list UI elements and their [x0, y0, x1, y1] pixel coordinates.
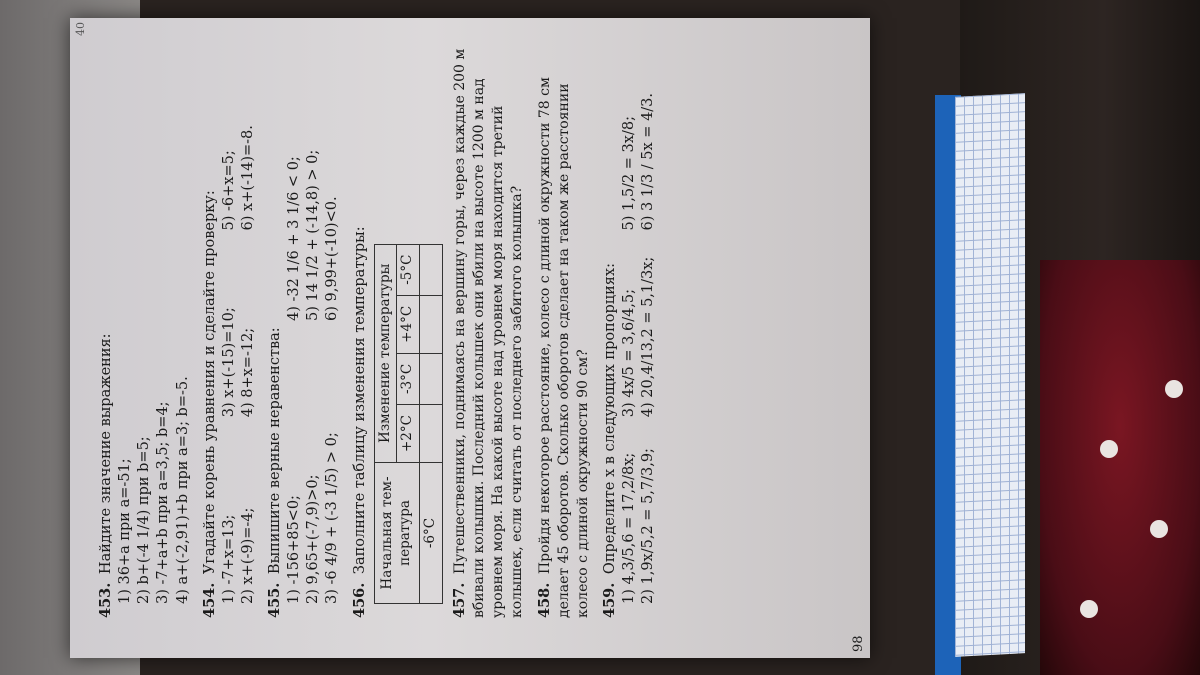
table-cell: [420, 295, 443, 353]
problem-456: [350, 38, 444, 618]
problem-text: Угадайте корень уравнения и сделайте проверку:: [201, 190, 218, 575]
problem-number: 456.: [350, 582, 368, 618]
list-item: 5) 1,5/2 = 3x/8;: [621, 116, 638, 231]
problem-459: [600, 38, 658, 618]
problem-454: [200, 38, 258, 618]
problem-number: 459.: [600, 582, 618, 618]
inequality-list: [285, 38, 342, 618]
problem-453: [96, 38, 193, 618]
list-item: 6) x+(-14)=-8.: [239, 125, 256, 231]
table-subheader: +4°C: [397, 295, 420, 353]
temperature-table: [374, 244, 443, 604]
problem-text: Пройдя некоторое расстояние, колесо с длиной окружности 78 см делает 45 оборотов. Сколько оборотов сделает на таком же расстоянии колесо с длиной окружности 90 см?: [536, 77, 591, 618]
table-cell: [420, 244, 443, 295]
grid-notebook: [955, 93, 1025, 657]
list-item: 2) x+(-9)=-4;: [239, 507, 256, 604]
list-item: 6) 9,99+(-10)<0.: [324, 196, 341, 321]
list-item: 1) 4,3/5,6 = 17,2/8x;: [621, 452, 638, 604]
table-cell: [420, 353, 443, 404]
textbook-page: [70, 18, 870, 658]
fabric-dot: [1150, 520, 1168, 538]
problem-text: Определите x в следующих пропорциях:: [601, 263, 618, 575]
list-item: 5) 14 1/2 + (-14,8) > 0;: [305, 149, 322, 321]
problem-number: 453.: [97, 582, 114, 618]
list-item: 2) b+(-4 1/4) при b=5;: [136, 436, 153, 604]
proportion-list: [620, 38, 658, 618]
list-item: 4) -32 1/6 + 3 1/6 < 0;: [286, 156, 303, 321]
table-row-label: -6°C: [420, 463, 443, 604]
problem-text: Заполните таблицу изменения температуры:: [351, 226, 368, 575]
problem-number: 458.: [535, 582, 553, 618]
red-fabric: [1040, 260, 1200, 675]
fabric-dot: [1080, 600, 1098, 618]
list-item: 4) a+(-2,91)+b при a=3; b=-5.: [174, 376, 191, 604]
table-cell: [420, 405, 443, 463]
list-item: 4) 20,4/13,2 = 5,1/3x;: [640, 256, 657, 418]
problem-text: Выпишите верные неравенства:: [267, 327, 283, 575]
table-subheader: +2°C: [397, 405, 420, 463]
list-item: 3) 4x/5 = 3,6/4,5;: [621, 288, 638, 418]
list-item: 1) -156+85<0;: [286, 495, 303, 604]
fabric-dot: [1100, 440, 1118, 458]
list-item: 4) 8+x=-12;: [239, 327, 256, 418]
list-item: 2) 9,65+(-7,9)>0;: [305, 474, 322, 604]
list-item: 3) x+(-15)=10;: [220, 307, 237, 418]
problem-number: 457.: [451, 582, 469, 618]
problem-457: [450, 38, 528, 618]
page-content: [96, 38, 665, 618]
table-header-initial: Начальная тем-пература: [374, 463, 420, 604]
list-item: 1) 36+a при a=-51;: [117, 458, 134, 604]
corner-mark: 40: [74, 22, 87, 36]
list-item: 3) -6 4/9 + (-3 1/5) > 0;: [324, 432, 341, 604]
problem-text: Путешественники, поднимаясь на вершину горы, через каждые 200 м вбивали колышки. Последний колышек они вбили на высоте 1200 м над уровнем моря. На какой высоте над уровнем моря находится третий колышек, если считать от последнего забитого колышка?: [452, 48, 526, 618]
equation-list: [220, 38, 258, 618]
problem-number: 454.: [200, 582, 218, 618]
list-item: 5) -6+x=5;: [220, 150, 237, 231]
page-number: 98: [851, 635, 866, 652]
table-subheader: -3°C: [397, 353, 420, 404]
table-subheader: -5°C: [397, 244, 420, 295]
problem-458: [535, 38, 593, 618]
problem-text: Найдите значение выражения:: [98, 333, 114, 575]
list-item: 6) 3 1/3 / 5x = 4/3.: [640, 92, 657, 231]
problem-number: 455.: [266, 582, 283, 618]
table-header-change: Изменение температуры: [374, 244, 397, 462]
list-item: 1) -7+x=13;: [220, 514, 237, 604]
fabric-dot: [1165, 380, 1183, 398]
list-item: 2) 1,9x/5,2 = 5,7/3,9;: [640, 448, 657, 604]
problem-455: [265, 38, 343, 618]
list-item: 3) -7+a+b при a=3,5; b=4;: [155, 401, 172, 604]
